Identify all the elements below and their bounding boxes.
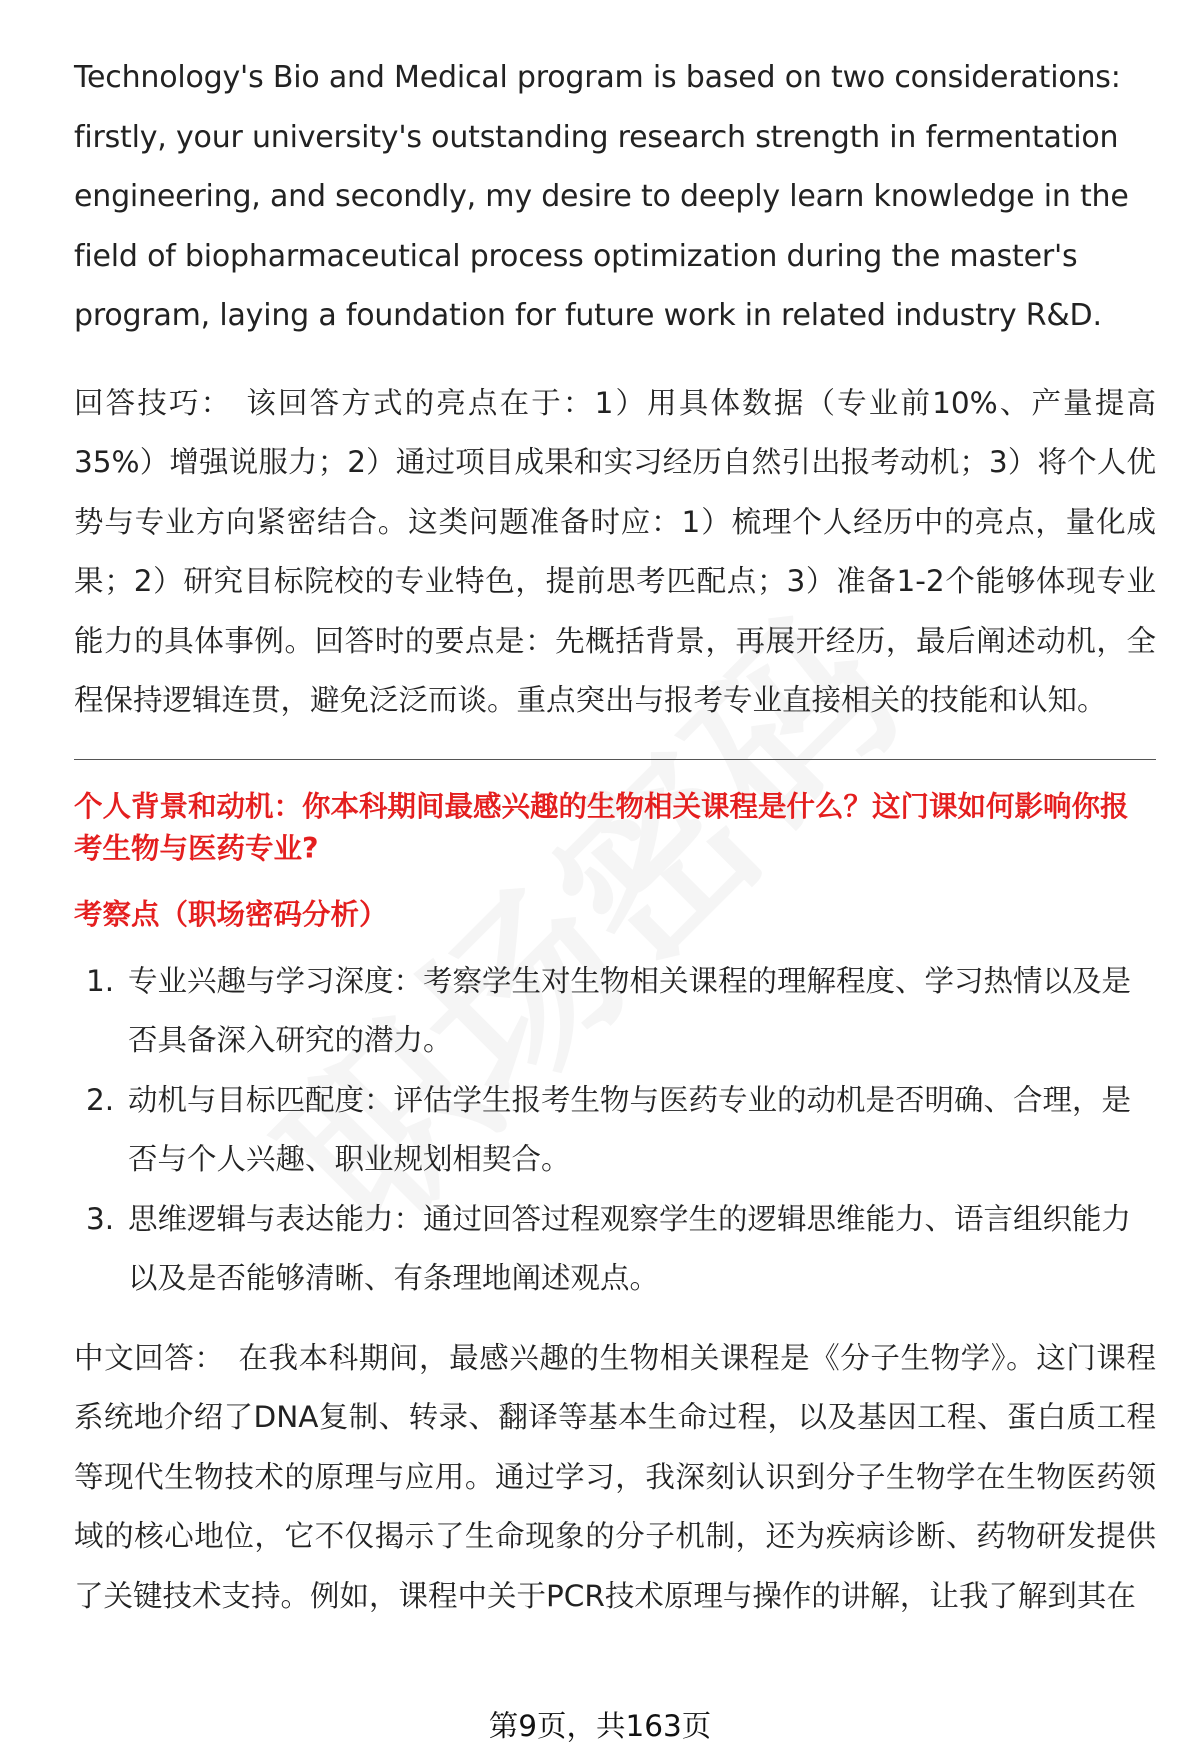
list-item xyxy=(74,1190,1156,1309)
list-item-text: 动机与目标匹配度：评估学生报考生物与医药专业的动机是否明确、合理，是否与个人兴趣、职业规划相契合。 xyxy=(128,1082,1132,1176)
intro-paragraph: Technology's Bio and Medical program is based on two considerations: firstly, your university's outstanding research strength in fermentation engineering, and secondly, my desire to deeply learn knowledge in the field of biopharmaceutical process optimization during the master's program, laying a foundation for future work in related industry R&D. xyxy=(74,60,1129,333)
analysis-subheading: 考察点（职场密码分析） xyxy=(74,897,388,931)
list-item-text: 专业兴趣与学习深度：考察学生对生物相关课程的理解程度、学习热情以及是否具备深入研究的潜力。 xyxy=(128,963,1132,1057)
list-item-text: 思维逻辑与表达能力：通过回答过程观察学生的逻辑思维能力、语言组织能力以及是否能够清晰、有条理地阐述观点。 xyxy=(128,1201,1132,1295)
spacer xyxy=(74,760,1156,786)
document-page xyxy=(74,48,1156,1626)
tips-paragraph xyxy=(74,374,1156,731)
spacer xyxy=(74,1309,1156,1329)
list-item-number: 3. xyxy=(86,1201,115,1236)
tips-label: 回答技巧： xyxy=(74,385,233,420)
list-item-number: 1. xyxy=(86,963,115,998)
question-heading: 个人背景和动机：你本科期间最感兴趣的生物相关课程是什么？这门课如何影响你报考生物与医药专业? xyxy=(74,789,1129,865)
list-item xyxy=(74,1071,1156,1190)
answer-text: 在我本科期间，最感兴趣的生物相关课程是《分子生物学》。这门课程系统地介绍了DNA复制、转录、翻译等基本生命过程，以及基因工程、蛋白质工程等现代生物技术的原理与应用。通过学习，我深刻认识到分子生物学在生物医药领域的核心地位，它不仅揭示了生命现象的分子机制，还为疾病诊断、药物研发提供了关键技术支持。例如，课程中关于PCR技术原理与操作的讲解，让我了解到其在 xyxy=(74,1340,1156,1613)
list-item xyxy=(74,952,1156,1071)
spacer xyxy=(74,731,1156,759)
answer-label: 中文回答： xyxy=(74,1340,225,1375)
answer-paragraph xyxy=(74,1329,1156,1627)
spacer xyxy=(74,936,1156,952)
page-number-footer: 第9页，共163页 xyxy=(488,1709,712,1743)
list-item-number: 2. xyxy=(86,1082,115,1117)
spacer xyxy=(74,870,1156,894)
analysis-points-list xyxy=(74,952,1156,1309)
tips-text: 该回答方式的亮点在于：1）用具体数据（专业前10%、产量提高35%）增强说服力；2）通过项目成果和实习经历自然引出报考动机；3）将个人优势与专业方向紧密结合。这类问题准备时应：1）梳理个人经历中的亮点，量化成果；2）研究目标院校的专业特色，提前思考匹配点；3）准备1-2个能够体现专业能力的具体事例。回答时的要点是：先概括背景，再展开经历，最后阐述动机，全程保持逻辑连贯，避免泛泛而谈。重点突出与报考专业直接相关的技能和认知。 xyxy=(74,385,1156,717)
spacer xyxy=(74,346,1156,374)
